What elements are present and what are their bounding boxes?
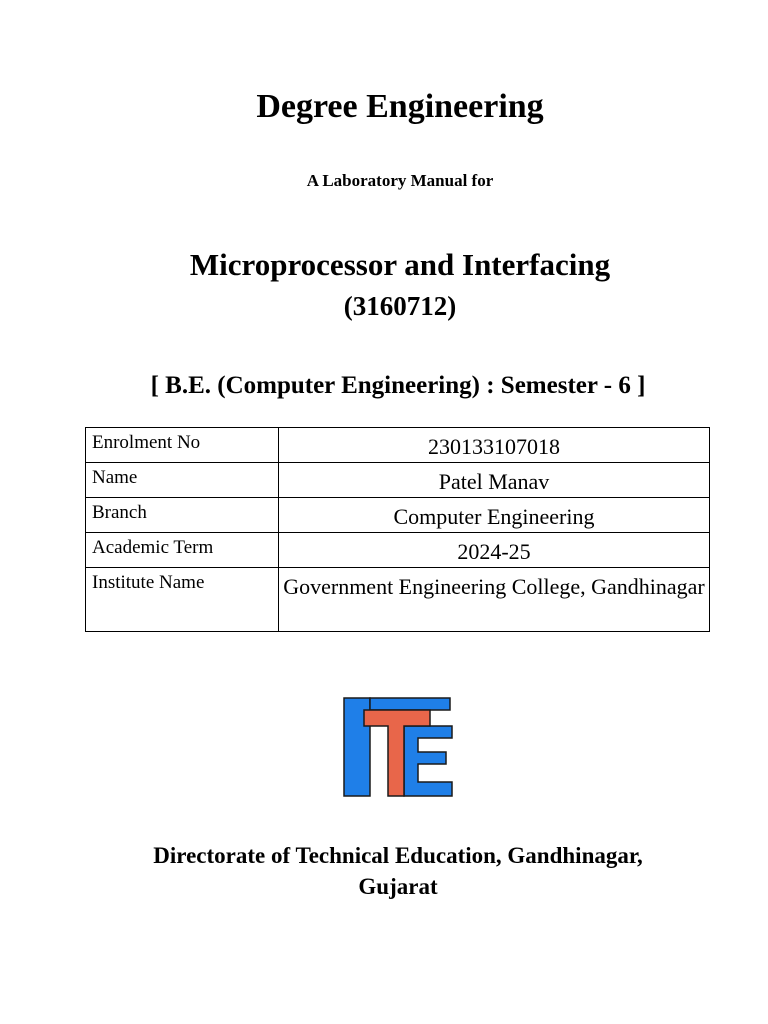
academic-term-label: Academic Term — [86, 533, 279, 568]
enrolment-value: 230133107018 — [279, 428, 710, 463]
footer-issuer — [0, 840, 768, 902]
table-row — [86, 428, 710, 463]
dte-logo-icon — [342, 696, 454, 799]
table-row — [86, 568, 710, 632]
page-title: Degree Engineering — [256, 88, 544, 125]
program-semester: [ B.E. (Computer Engineering) : Semester - 6 ] — [150, 372, 646, 399]
name-label: Name — [86, 463, 279, 498]
institute-name-value: Government Engineering College, Gandhinagar — [279, 568, 710, 632]
student-info-table — [85, 427, 710, 632]
logo-letter-e — [404, 726, 452, 796]
branch-label: Branch — [86, 498, 279, 533]
table-row — [86, 498, 710, 533]
manual-subtitle: A Laboratory Manual for — [306, 171, 494, 190]
course-code: (3160712) — [343, 291, 457, 321]
footer-line-2: Gujarat — [358, 874, 438, 899]
institute-name-label: Institute Name — [86, 568, 279, 632]
table-row — [86, 533, 710, 568]
academic-term-value: 2024-25 — [279, 533, 710, 568]
name-value: Patel Manav — [279, 463, 710, 498]
branch-value: Computer Engineering — [279, 498, 710, 533]
table-row — [86, 463, 710, 498]
footer-line-1: Directorate of Technical Education, Gandhinagar, — [153, 843, 643, 868]
course-title: Microprocessor and Interfacing — [189, 247, 611, 282]
enrolment-label: Enrolment No — [86, 428, 279, 463]
logo-top-band — [370, 698, 450, 710]
